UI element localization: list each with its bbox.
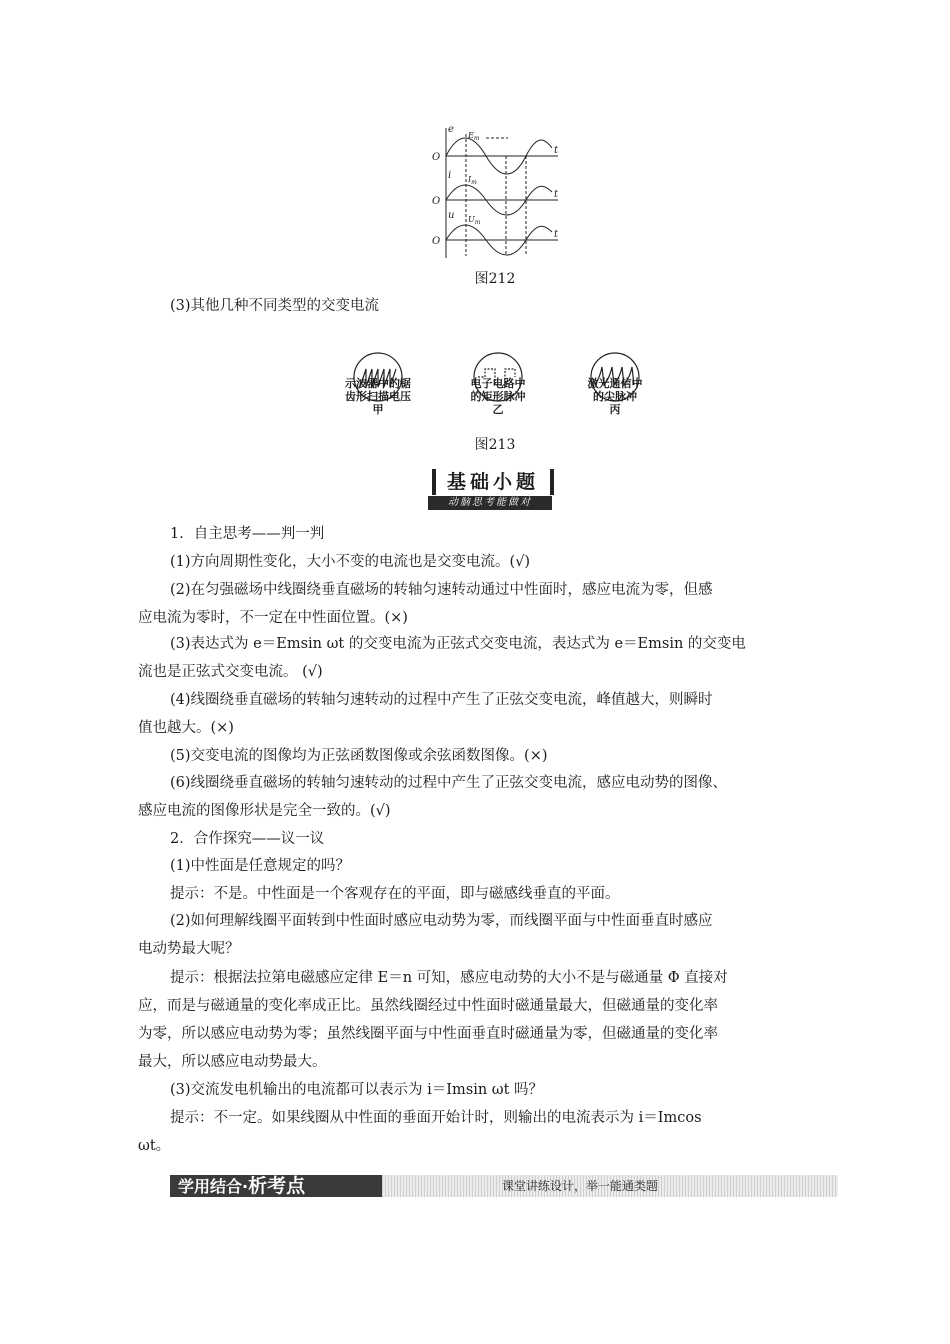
text-line: 应，而是与磁通量的变化率成正比。虽然线圈经过中性面时磁通量最大，但磁通量的变化率 bbox=[138, 998, 718, 1014]
osc-label-line: 的尖脉冲 bbox=[593, 390, 637, 403]
section-badge bbox=[428, 469, 552, 511]
osc-tag: 乙 bbox=[492, 403, 504, 416]
text-line: (1)中性面是任意规定的吗？ bbox=[170, 858, 351, 874]
text-line: (2)在匀强磁场中线圈绕垂直磁场的转轴匀速转动通过中性面时，感应电流为零，但感 bbox=[170, 582, 713, 598]
badge-title: 基础小题 bbox=[432, 469, 554, 495]
origin-label: O bbox=[432, 196, 441, 207]
osc-label-jia bbox=[338, 377, 418, 416]
text-line: 流也是正弦式交变电流。 (√) bbox=[138, 664, 323, 680]
time-label: t bbox=[554, 189, 559, 200]
time-label: t bbox=[554, 229, 559, 240]
text-line: (2)如何理解线圈平面转到中性面时感应电动势为零，而线圈平面与中性面垂直时感应 bbox=[170, 913, 713, 929]
osc-tag: 甲 bbox=[372, 403, 384, 416]
badge-subtitle: 动脑思考能做对 bbox=[428, 496, 552, 510]
text-line: (3)表达式为 e＝Emsin ωt 的交变电流为正弦式交变电流，表达式为 e＝Emsin 的交变电 bbox=[170, 636, 746, 652]
osc-label-line: 齿形扫描电压 bbox=[345, 390, 411, 403]
peak-label-e: $E_m$ bbox=[468, 131, 480, 142]
axis-label-i: i bbox=[448, 170, 452, 181]
osc-label-line: 示波器中的锯 bbox=[345, 377, 411, 390]
osc-label-bing bbox=[575, 377, 655, 416]
osc-label-line: 电子电路中 bbox=[470, 377, 526, 390]
text-line: 1．自主思考——判一判 bbox=[170, 526, 325, 542]
section-bar-strip bbox=[382, 1175, 838, 1197]
text-line: 最大，所以感应电动势最大。 bbox=[138, 1054, 327, 1070]
osc-label-line: 的矩形脉冲 bbox=[470, 390, 526, 403]
peak-label-i: $I_m$ bbox=[468, 175, 477, 186]
figure-212-waveforms bbox=[428, 120, 563, 260]
text-line: 值也越大。(×) bbox=[138, 720, 234, 736]
osc-tag: 丙 bbox=[609, 403, 621, 416]
figure-213-caption: 图213 bbox=[474, 437, 516, 453]
text-line: 2．合作探究——议一议 bbox=[170, 831, 325, 847]
text-line: (3)交流发电机输出的电流都可以表示为 i＝Imsin ωt 吗？ bbox=[170, 1082, 544, 1098]
text-line: 提示：不一定。如果线圈从中性面的垂面开始计时，则输出的电流表示为 i＝Imcos bbox=[170, 1110, 702, 1126]
figure-212-caption: 图212 bbox=[474, 271, 516, 287]
text-line: (5)交变电流的图像均为正弦函数图像或余弦函数图像。(×) bbox=[170, 748, 548, 764]
text-line: 应电流为零时，不一定在中性面位置。(×) bbox=[138, 610, 408, 626]
text-line: (6)线圈绕垂直磁场的转轴匀速转动的过程中产生了正弦交变电流，感应电动势的图像、 bbox=[170, 775, 728, 791]
time-label: t bbox=[554, 145, 559, 156]
text-line: 电动势最大呢？ bbox=[138, 941, 240, 957]
axis-label-e: e bbox=[448, 124, 454, 135]
origin-label: O bbox=[432, 152, 441, 163]
axis-label-u: u bbox=[448, 210, 455, 221]
text-line: ωt。 bbox=[138, 1138, 171, 1154]
text-line: 提示：不是。中性面是一个客观存在的平面，即与磁感线垂直的平面。 bbox=[170, 886, 620, 902]
osc-label-yi bbox=[458, 377, 538, 416]
peak-label-u: $U_m$ bbox=[468, 215, 481, 226]
text-line: (4)线圈绕垂直磁场的转轴匀速转动的过程中产生了正弦交变电流，峰值越大，则瞬时 bbox=[170, 692, 713, 708]
origin-label: O bbox=[432, 236, 441, 247]
section-bar bbox=[170, 1175, 838, 1197]
text-line: 为零，所以感应电动势为零；虽然线圈平面与中性面垂直时磁通量为零，但磁通量的变化率 bbox=[138, 1026, 718, 1042]
text-line: 提示：根据法拉第电磁感应定律 E＝n 可知，感应电动势的大小不是与磁通量 Φ 直接对 bbox=[170, 970, 728, 986]
section-bar-title bbox=[170, 1175, 382, 1197]
section-bar-subtitle: 课堂讲练设计，举一能通类题 bbox=[502, 1179, 659, 1193]
section-bar-title-big: 析考点 bbox=[248, 1175, 306, 1197]
osc-label-line: 激光通信中 bbox=[587, 377, 643, 390]
text-line: (1)方向周期性变化，大小不变的电流也是交变电流。(√) bbox=[170, 554, 531, 570]
text-line: 感应电流的图像形状是完全一致的。(√) bbox=[138, 803, 391, 819]
item3-heading: (3)其他几种不同类型的交变电流 bbox=[170, 298, 380, 314]
section-bar-title-small: 学用结合· bbox=[178, 1177, 249, 1196]
